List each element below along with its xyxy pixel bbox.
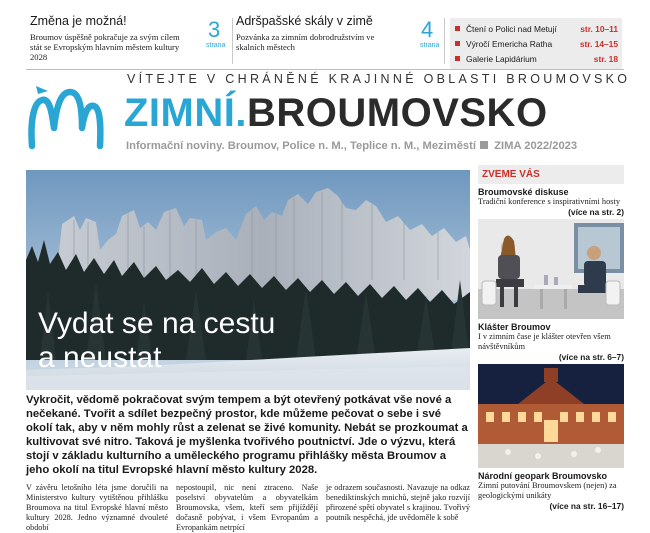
teaser-page-word: strana <box>420 42 440 49</box>
toc-label: Galerie Lapidárium <box>466 53 537 64</box>
red-square-icon <box>455 41 460 46</box>
sidebar-item-more: (více na str. 16–17) <box>549 501 624 511</box>
article-column: je odrazem současnosti. Navazuje na odkaz benediktinských mnichů, stejně jako rozvíjí přirozené spětí obyvatel s krajinou. Tvořivý poutník nespěchá, jde uvědoměle k sobě <box>326 483 470 522</box>
sidebar-heading: ZVEME VÁS <box>478 165 624 184</box>
article-column: V závěru letošního léta jsme doručili na Ministerstvo kultury vytištěnou přihlášku Broumova na titul Evropské hlavní město kultury 2028. Jedno významné dvouleté období <box>26 483 168 532</box>
sidebar-item-diskuse[interactable] <box>478 187 624 217</box>
teaser-text: Broumov úspěšně pokračuje za svým cílem stát se Evropským hlavním městem kultury 2028 <box>30 32 180 62</box>
sidebar-item-more: (více na str. 2) <box>568 207 624 217</box>
headline-line-2: a neustat <box>38 341 162 374</box>
lead-paragraph: Vykročit, vědomě pokračovat svým tempem a být otevřený potkávat vše nové a nečekané. Tvořit a sdílet bezpečný prostor, kde můžeme pečovat o sebe i své okolí tak, aby v něm mohly růst a zelenat se živé komunity. Nebát se prozkoumat a kultivovat své nitro. Taková je myšlenka tvořivého poutnictví. Jde o výzvu, která stojí v základu kulturního a uměleckého programu přihlášky města Broumov a jeho okolí na titul Evropské hlavní město kultury 2028. <box>26 394 468 477</box>
teaser-adrspach[interactable] <box>236 14 440 66</box>
header-rule <box>26 69 624 70</box>
teaser-page-number: 3 <box>208 17 221 42</box>
conference-photo <box>478 219 624 319</box>
sidebar-item-text: Zimní putování Broumovskem (nejen) za geologickými unikáty <box>478 481 617 500</box>
red-square-icon <box>455 56 460 61</box>
broumovsko-logo-icon <box>26 80 106 154</box>
toc-item[interactable] <box>455 51 618 66</box>
toc-label: Čtení o Polici nad Metují <box>466 23 557 34</box>
toc-page: str. 14–15 <box>579 38 618 49</box>
divider <box>444 18 445 64</box>
toc-page: str. 18 <box>593 53 618 64</box>
toc-page: str. 10–11 <box>580 23 618 34</box>
toc-item[interactable] <box>455 21 618 36</box>
teaser-title: Změna je možná! <box>30 14 127 28</box>
monastery-photo <box>478 364 624 468</box>
teaser-page-number: 4 <box>421 17 434 42</box>
subtitle-places: Informační noviny. Broumov, Police n. M., Teplice n. M., Meziměstí <box>126 140 476 152</box>
toc-label: Výročí Emericha Ratha <box>466 38 553 49</box>
sidebar-item-text: Tradiční konference s inspirativními hosty <box>478 197 621 206</box>
sidebar-item-title: Broumovské diskuse <box>478 187 569 197</box>
sidebar-events <box>478 165 624 511</box>
sidebar-item-text: I v zimním čase je klášter otevřen všem návštěvníkům <box>478 332 611 351</box>
sidebar-item-title: Národní geopark Broumovsko <box>478 471 608 481</box>
tagline: VÍTEJTE V CHRÁNĚNÉ KRAJINNÉ OBLASTI BROUMOVSKO <box>127 72 631 86</box>
sidebar-item-geopark[interactable] <box>478 471 624 511</box>
title-part-zimni: ZIMNÍ. <box>124 91 247 135</box>
teaser-change[interactable] <box>30 14 226 66</box>
teaser-text: Pozvánka za zimním dobrodružstvím ve skalních městech <box>236 32 375 52</box>
hero-headline <box>38 307 275 375</box>
subtitle-edition: ZIMA 2022/2023 <box>494 140 578 152</box>
title-part-broumovsko: BROUMOVSKO <box>246 91 548 135</box>
subtitle <box>126 140 577 152</box>
gray-square-icon <box>480 141 488 149</box>
divider <box>232 18 233 64</box>
teaser-page-word: strana <box>206 42 226 49</box>
red-square-icon <box>455 26 460 31</box>
table-of-contents <box>450 18 622 69</box>
sidebar-item-title: Klášter Broumov <box>478 322 551 332</box>
article-column: nepostoupil, nic není ztraceno. Naše poselství obyvatelům a obyvatelkám Broumovska, všem, kteří sem přijíždějí dočasně pobývat, i všem Evropanům a Evropankám netrpící <box>176 483 318 532</box>
newspaper-title <box>124 90 548 136</box>
sidebar-item-klaster[interactable] <box>478 322 624 362</box>
headline-line-1: Vydat se na cestu <box>38 307 276 340</box>
sidebar-item-more: (více na str. 6–7) <box>558 352 624 362</box>
teaser-title: Adršpašské skály v zimě <box>236 14 373 28</box>
toc-item[interactable] <box>455 36 618 51</box>
